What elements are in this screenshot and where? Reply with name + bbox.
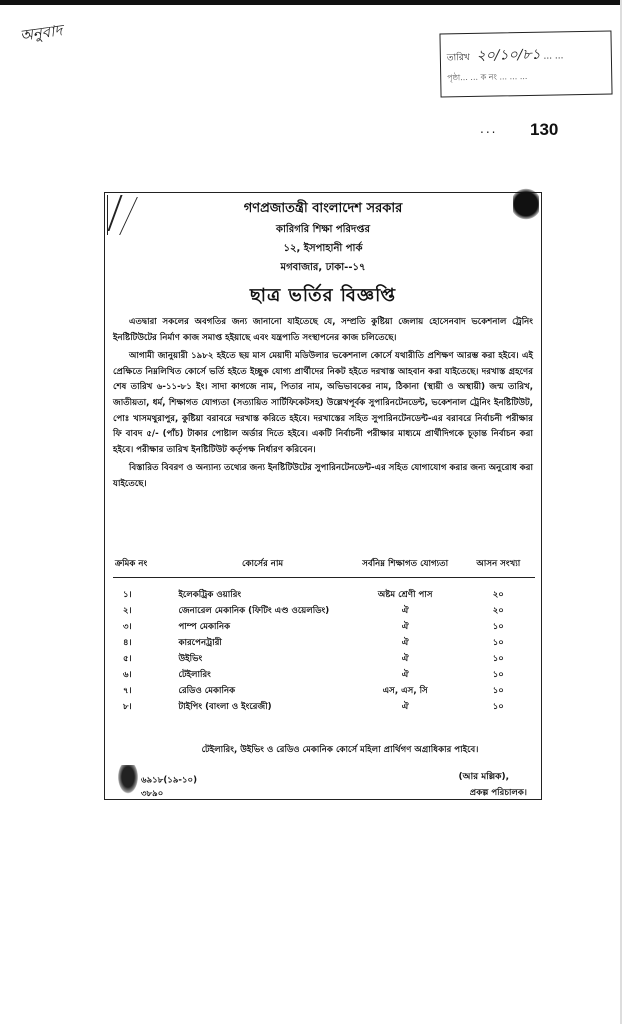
header-serial: ক্রমিক নং <box>113 557 176 578</box>
cell-seats: ১০ <box>492 654 504 664</box>
cell-serial: ৬। <box>123 670 132 680</box>
table-row <box>113 668 535 684</box>
cell-serial: ৮। <box>123 702 132 712</box>
signatory-title: প্রকল্প পরিচালক। <box>469 788 527 798</box>
table-row <box>113 604 535 620</box>
stamp-date-value: ২০/১০/৮১ <box>476 46 541 64</box>
header-seats: আসন সংখ্যা <box>462 557 535 578</box>
press-stamp-icon <box>117 765 139 795</box>
stamp-date-label: তারিখ <box>446 52 470 64</box>
cell-seats: ২০ <box>492 590 504 600</box>
cell-serial: ৫। <box>123 654 132 664</box>
table-header-row <box>113 557 535 578</box>
table-row <box>113 700 535 716</box>
priority-note: টেইলারিং, উইভিং ও রেডিও মেকানিক কোর্সে মহিলা প্রার্থিগণ অগ্রাধিকার পাইবে। <box>201 745 479 755</box>
notice-body <box>113 315 533 496</box>
cell-serial: ১। <box>123 590 132 600</box>
signatory-name: (আর মল্লিক), <box>458 772 509 782</box>
press-code-1: ৬৯১৮(১৯-১০) <box>141 775 198 786</box>
paragraph-intro: এতদ্বারা সকলের অবগতির জন্য জানানো যাইতেছে যে, সম্প্রতি কুষ্টিয়া জেলায় হোসেনবাদ ভকেশনাল ট্রেনিং ইনষ্টিটিউটের নির্মাণ কাজ সমাপ্ত হইয়াছে এবং যন্ত্রপাতি সংস্থাপনের কাজ চলিতেছে। <box>113 317 533 343</box>
cell-seats: ১০ <box>492 622 504 632</box>
notice-header <box>105 199 541 312</box>
cell-course-name: কারপেনট্রারী <box>178 638 222 648</box>
table-row <box>113 652 535 668</box>
cell-seats: ১০ <box>492 638 504 648</box>
table-spacer <box>113 578 535 589</box>
cell-seats: ১০ <box>492 686 504 696</box>
cell-qualification: ঐ <box>401 654 409 664</box>
cell-course-name: উইভিং <box>178 654 203 664</box>
stamp-date-dots: ... ... <box>543 51 564 62</box>
cell-qualification: ঐ <box>401 670 409 680</box>
cell-serial: ৭। <box>123 686 132 696</box>
cell-serial: ৪। <box>123 638 132 648</box>
admission-notice <box>104 192 542 800</box>
header-qualification: সর্বনিম্ন শিক্ষাগত যোগ্যতা <box>349 557 462 578</box>
address-line-2: মগবাজার, ঢাকা--১৭ <box>280 262 366 273</box>
cell-qualification: ঐ <box>401 606 409 616</box>
stamp-page-row: পৃষ্ঠা... ... ক নং ... ... ... <box>447 71 528 83</box>
cell-seats: ১০ <box>492 702 504 712</box>
cell-qualification: ঐ <box>401 622 409 632</box>
cell-course-name: রেডিও মেকানিক <box>178 686 236 696</box>
press-code-2: ৩৮৯০ <box>141 789 164 799</box>
cell-qualification: অষ্টম শ্রেণী পাস <box>377 590 433 600</box>
cell-seats: ২০ <box>492 606 504 616</box>
table-row <box>113 588 535 604</box>
cell-course-name: জেনারেল মেকানিক (ফিটিং এণ্ড ওয়েলডিং) <box>178 606 330 616</box>
notice-title: ছাত্র ভর্তির বিজ্ঞপ্তি <box>249 285 397 306</box>
table-row <box>113 636 535 652</box>
cell-seats: ১০ <box>492 670 504 680</box>
stamp-date-row <box>447 42 564 68</box>
page-mark: ... <box>480 122 498 136</box>
table-row <box>113 684 535 700</box>
government-title: গণপ্রজাতন্ত্রী বাংলাদেশ সরকার <box>243 201 403 216</box>
paragraph-contact: বিস্তারিত বিবরণ ও অন্যান্য তথ্যের জন্য ইনষ্টিটিউটের সুপারিনটেনডেন্ট-এর সহিত যোগাযোগ করার জন্য অনুরোধ করা যাইতেছে। <box>113 463 533 489</box>
cell-qualification: এস, এস, সি <box>382 686 428 696</box>
scan-top-edge <box>0 0 622 5</box>
address-line-1: ১২, ইসপাহানী পার্ক <box>283 243 363 254</box>
cell-qualification: ঐ <box>401 702 409 712</box>
paragraph-admission: আগামী জানুয়ারী ১৯৮২ হইতে ছয় মাস মেয়াদী মডিউলার ভকেশনাল কোর্সে যথারীতি প্রশিক্ষণ আরম্ভ করা হইবে। এই প্রেক্ষিতে নিম্নলিখিত কোর্সে ভর্তি হইতে ইচ্ছুক যোগ্য প্রার্থীদের নিকট হইতে দরখাস্ত আহবান করা যাইতেছে। দরখাস্ত গ্রহণের শেষ তারিখ ৬-১১-৮১ ইং। সাদা কাগজে নাম, পিতার নাম, অভিভাবকের নাম, ঠিকানা (স্থায়ী ও অস্থায়ী) জন্ম তারিখ, জাতীয়তা, ধর্ম, শিক্ষাগত যোগ্যতা (সত্যায়িত সার্টিফিকেটসহ) উল্লেখপূর্বক সুপারিনটেনডেন্ট, ভকেশনাল ট্রেনিং ইনষ্টিটিউট, পোঃ খাসমথুরাপুর, কুষ্টিয়া বরাবরে দরখাস্ত করিতে হইবে। দরখাস্তের সহিত সুপারিনটেনডেন্ট-এর বরাবরে নির্বাচনী পরীক্ষার ফি বাবদ ৫/- (পাঁচ) টাকার পোষ্টাল অর্ডার দিতে হইবে। একটি নির্বাচনী পরীক্ষার মাধ্যমে প্রার্থীদিগকে চূড়ান্ত নির্বাচন করা হইবে। পরীক্ষার তারিখ ইনষ্টিটিউট কর্তৃপক্ষ নির্ধারণ করিবেন। <box>113 351 533 455</box>
cell-course-name: পাম্প মেকানিক <box>178 622 231 632</box>
cell-course-name: টাইপিং (বাংলা ও ইংরেজী) <box>178 702 272 712</box>
cell-course-name: টেইলারিং <box>178 670 211 680</box>
table-row <box>113 620 535 636</box>
page-number: 130 <box>530 120 559 139</box>
cell-serial: ২। <box>123 606 132 616</box>
cell-course-name: ইলেকট্রিক ওয়ারিং <box>178 590 242 600</box>
courses-table <box>113 557 535 716</box>
header-course-name: কোর্সের নাম <box>176 557 348 578</box>
handwritten-note: অনুবাদ <box>18 21 64 45</box>
cell-qualification: ঐ <box>401 638 409 648</box>
received-stamp <box>439 31 612 98</box>
department-name: কারিগরি শিক্ষা পরিদপ্তর <box>275 224 371 235</box>
cell-serial: ৩। <box>123 622 132 632</box>
